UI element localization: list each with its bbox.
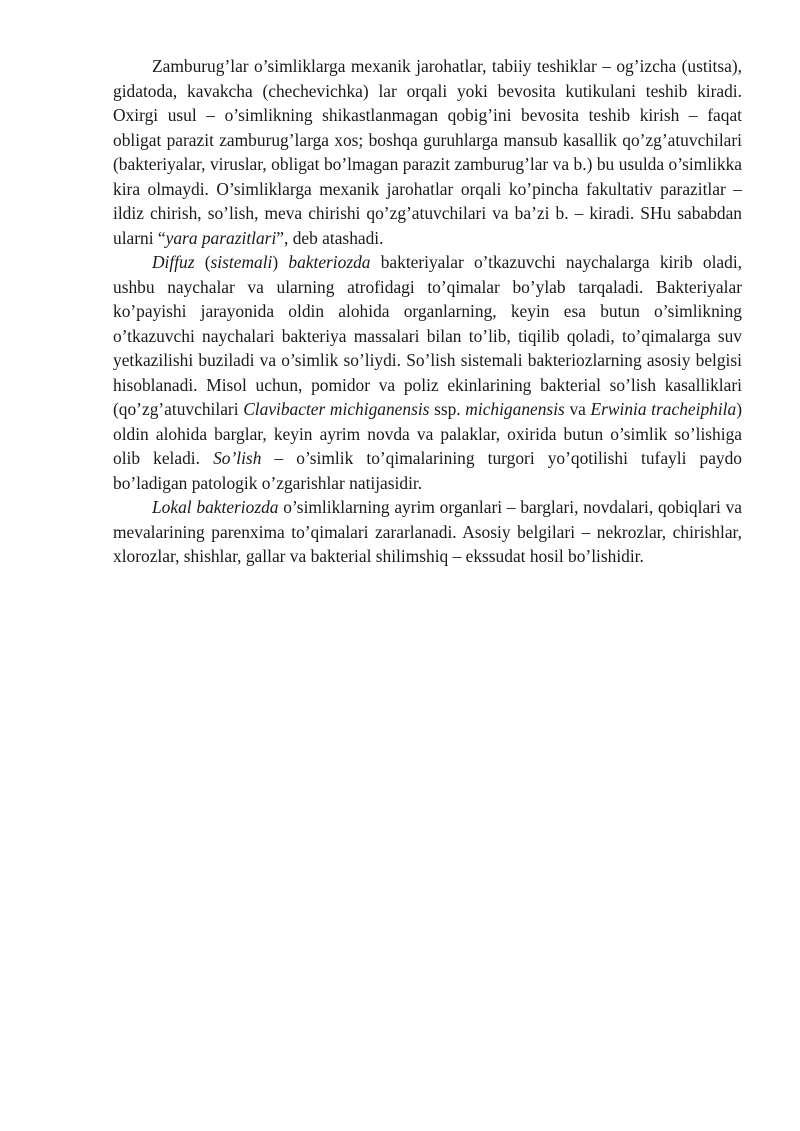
paragraph-fungi-entry	[113, 54, 742, 250]
italic-species-name: michiganensis	[465, 399, 565, 419]
paragraph-diffuse-bacteriosis	[113, 250, 742, 495]
italic-term: bakteriozda	[288, 252, 371, 272]
italic-term: yara parazitlari	[165, 227, 277, 248]
italic-term: So’lish	[213, 448, 262, 468]
italic-term: Diffuz	[152, 252, 195, 272]
italic-species-name: Erwinia tracheiphila	[590, 399, 737, 419]
italic-term: Lokal bakteriozda	[152, 497, 279, 517]
text-run: ssp.	[429, 399, 466, 419]
text-run: bakteriyalar o’tkazuvchi naychalarga kirib oladi, ushbu naychalar va ularning atrofidagi to’qimalar bo’ylab tarqaladi. Bakteriyalar ko’payishi jarayonida oldin alohida organlarning, keyin esa butun o’simlikning o’tkazuvchi naychalari bakteriya massalari bilan to’lib, tiqilib qoladi, to’qimalarga suv yetkazilishi buziladi va o’simlik so’liydi. So’lish sistemali bakteriozlarning asosiy belgisi hisoblanadi. Misol uchun, pomidor va poliz ekinlarining bakterial so’lish kasalliklari (qo’zg’atuvchilari	[113, 252, 742, 419]
text-run: o’simliklarning ayrim organlari – barglari, novdalari, qobiqlari va mevalarining parenxima to’qimalari zararlanadi. Asosiy belgilari – nekrozlar, chirishlar, xlorozlar, shishlar, gallar va bakterial shilimshiq – ekssudat hosil bo’lishidir.	[113, 497, 742, 566]
document-page	[113, 54, 742, 569]
text-run: – o’simlik to’qimalarining turgori yo’qotilishi tufayli paydo bo’ladigan patologik o’zgarishlar natijasidir.	[113, 448, 742, 493]
italic-species-name: Clavibacter michiganensis	[243, 399, 430, 419]
text-run: va	[564, 399, 591, 419]
italic-term: sistemali	[210, 252, 273, 272]
text-run: ) oldin alohida barglar, keyin ayrim novda va palaklar, oxirida butun o’simlik so’lishiga olib keladi.	[113, 399, 742, 468]
text-run: )	[272, 252, 289, 272]
text-run: ”, deb atashadi.	[276, 227, 384, 248]
paragraph-local-bacteriosis	[113, 495, 742, 569]
text-run: Zamburug’lar o’simliklarga mexanik jarohatlar, tabiiy teshiklar – og’izcha (ustitsa), gidatoda, kavakcha (chechevichka) lar orqali yoki bevosita kutikulani teshib kiradi. Oxirgi usul – o’simlikning shikastlanmagan qobig’ini bevosita teshib kirish – faqat obligat parazit zamburug’larga xos; boshqa guruhlarga mansub kasallik qo’zg’atuvchilari (bakteriyalar, viruslar, obligat bo’lmagan parazit zamburug’lar va b.) bu usulda o’simlikka kira olmaydi. O’simliklarga mexanik jarohatlar orqali ko’pincha fakultativ parazitlar – ildiz chirish, so’lish, meva chirishi qo’zg’atuvchilari va ba’zi b. – kiradi. SHu sababdan ularni “	[113, 56, 742, 248]
text-run: (	[194, 252, 211, 272]
